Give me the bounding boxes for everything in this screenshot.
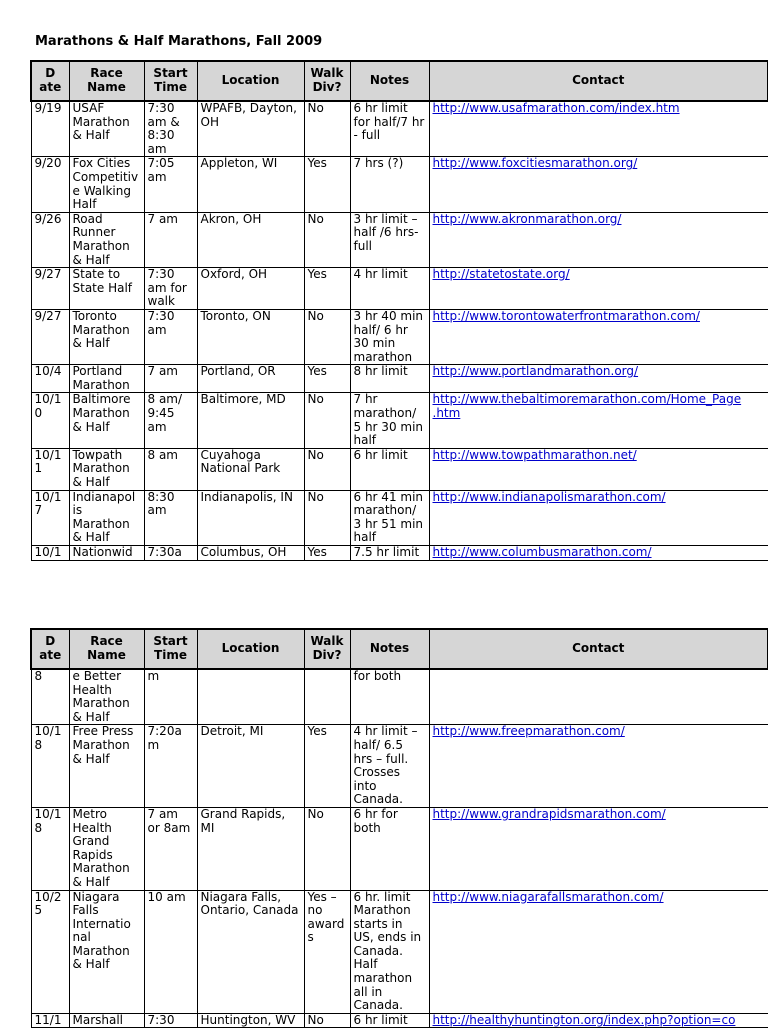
table-row <box>31 268 768 310</box>
cell-date: 10/1 <box>31 546 69 561</box>
cell-contact-link[interactable]: http://www.freepmarathon.com/ <box>429 725 768 808</box>
cell-location: Indianapolis, IN <box>197 490 304 545</box>
cell-notes: 7 hrs (?) <box>350 157 429 212</box>
cell-location: Baltimore, MD <box>197 393 304 448</box>
cell-walk-div: Yes <box>304 268 350 310</box>
cell-race-name: e Better Health Marathon & Half <box>69 669 144 725</box>
cell-location: Detroit, MI <box>197 725 304 808</box>
cell-race-name: Portland Marathon <box>69 365 144 393</box>
cell-notes: 3 hr limit – half /6 hrs-full <box>350 212 429 267</box>
cell-contact-link[interactable]: http://healthyhuntington.org/index.php?option=co <box>429 1013 768 1028</box>
cell-walk-div: No <box>304 807 350 890</box>
cell-notes: 6 hr limit <box>350 1013 429 1028</box>
cell-date: 10/1 8 <box>31 807 69 890</box>
cell-location: Niagara Falls, Ontario, Canada <box>197 890 304 1013</box>
cell-contact-link <box>429 669 768 725</box>
cell-location <box>197 669 304 725</box>
table-row <box>31 725 768 808</box>
cell-location: Grand Rapids, MI <box>197 807 304 890</box>
cell-walk-div: Yes – no award s <box>304 890 350 1013</box>
table-row <box>31 669 768 725</box>
table-row <box>31 101 768 157</box>
table-row <box>31 546 768 561</box>
cell-race-name: Free Press Marathon & Half <box>69 725 144 808</box>
cell-notes: 6 hr. limit Marathon starts in US, ends in Canada. Half marathon all in Canada. <box>350 890 429 1013</box>
cell-start-time: 7:30a <box>144 546 197 561</box>
table-row <box>31 309 768 364</box>
cell-contact-link[interactable]: http://www.niagarafallsmarathon.com/ <box>429 890 768 1013</box>
cell-location: Columbus, OH <box>197 546 304 561</box>
header-date: D ate <box>31 629 69 669</box>
table-row <box>31 1013 768 1028</box>
cell-contact-link[interactable]: http://www.towpathmarathon.net/ <box>429 448 768 490</box>
cell-notes: 8 hr limit <box>350 365 429 393</box>
cell-start-time: 8 am/ 9:45 am <box>144 393 197 448</box>
cell-start-time: 8:30 am <box>144 490 197 545</box>
cell-walk-div: No <box>304 212 350 267</box>
cell-walk-div: No <box>304 490 350 545</box>
cell-race-name: Nationwid <box>69 546 144 561</box>
cell-walk-div: Yes <box>304 725 350 808</box>
cell-walk-div: Yes <box>304 157 350 212</box>
header-start-time: Start Time <box>144 629 197 669</box>
cell-notes: 4 hr limit – half/ 6.5 hrs – full. Crosses into Canada. <box>350 725 429 808</box>
cell-date: 9/19 <box>31 101 69 157</box>
cell-race-name: USAF Marathon & Half <box>69 101 144 157</box>
cell-contact-link[interactable]: http://www.columbusmarathon.com/ <box>429 546 768 561</box>
cell-contact-link[interactable]: http://www.usafmarathon.com/index.htm <box>429 101 768 157</box>
header-date: D ate <box>31 61 69 101</box>
cell-contact-link[interactable]: http://www.foxcitiesmarathon.org/ <box>429 157 768 212</box>
header-race-name: Race Name <box>69 629 144 669</box>
cell-location: WPAFB, Dayton, OH <box>197 101 304 157</box>
cell-date: 10/1 1 <box>31 448 69 490</box>
table-row <box>31 490 768 545</box>
table-row <box>31 157 768 212</box>
cell-notes: for both <box>350 669 429 725</box>
header-race-name: Race Name <box>69 61 144 101</box>
table-row <box>31 393 768 448</box>
cell-location: Appleton, WI <box>197 157 304 212</box>
races-table-1 <box>30 60 768 561</box>
header-contact: Contact <box>429 629 768 669</box>
cell-start-time: 7:05 am <box>144 157 197 212</box>
cell-location: Akron, OH <box>197 212 304 267</box>
cell-notes: 6 hr for both <box>350 807 429 890</box>
cell-date: 9/27 <box>31 268 69 310</box>
cell-location: Cuyahoga National Park <box>197 448 304 490</box>
cell-start-time: m <box>144 669 197 725</box>
cell-race-name: Metro Health Grand Rapids Marathon & Half <box>69 807 144 890</box>
cell-start-time: 10 am <box>144 890 197 1013</box>
cell-race-name: Indianapol is Marathon & Half <box>69 490 144 545</box>
cell-contact-link[interactable]: http://statetostate.org/ <box>429 268 768 310</box>
table-1-body <box>31 101 768 560</box>
header-walk-div: Walk Div? <box>304 61 350 101</box>
cell-date: 9/26 <box>31 212 69 267</box>
cell-race-name: State to State Half <box>69 268 144 310</box>
table-row <box>31 212 768 267</box>
cell-race-name: Marshall <box>69 1013 144 1028</box>
cell-notes: 3 hr 40 min half/ 6 hr 30 min marathon <box>350 309 429 364</box>
table-row <box>31 365 768 393</box>
header-location: Location <box>197 61 304 101</box>
cell-walk-div: No <box>304 1013 350 1028</box>
cell-race-name: Towpath Marathon & Half <box>69 448 144 490</box>
header-start-time: Start Time <box>144 61 197 101</box>
cell-race-name: Toronto Marathon & Half <box>69 309 144 364</box>
cell-location: Oxford, OH <box>197 268 304 310</box>
cell-date: 9/20 <box>31 157 69 212</box>
header-notes: Notes <box>350 61 429 101</box>
cell-location: Portland, OR <box>197 365 304 393</box>
cell-contact-link[interactable]: http://www.akronmarathon.org/ <box>429 212 768 267</box>
cell-walk-div: No <box>304 448 350 490</box>
cell-walk-div <box>304 669 350 725</box>
cell-walk-div: No <box>304 309 350 364</box>
cell-date: 10/4 <box>31 365 69 393</box>
cell-location: Toronto, ON <box>197 309 304 364</box>
cell-start-time: 7:30 am for walk <box>144 268 197 310</box>
cell-race-name: Road Runner Marathon & Half <box>69 212 144 267</box>
cell-notes: 7.5 hr limit <box>350 546 429 561</box>
cell-walk-div: Yes <box>304 546 350 561</box>
cell-contact-link[interactable]: http://www.grandrapidsmarathon.com/ <box>429 807 768 890</box>
cell-date: 10/1 7 <box>31 490 69 545</box>
header-contact: Contact <box>429 61 768 101</box>
cell-date: 10/1 0 <box>31 393 69 448</box>
cell-contact-link[interactable]: http://www.torontowaterfrontmarathon.com/ <box>429 309 768 364</box>
cell-start-time: 7:30 am <box>144 309 197 364</box>
races-table-2 <box>30 628 768 1028</box>
cell-contact-link[interactable]: http://www.indianapolismarathon.com/ <box>429 490 768 545</box>
cell-walk-div: No <box>304 393 350 448</box>
cell-race-name: Fox Cities Competitiv e Walking Half <box>69 157 144 212</box>
header-location: Location <box>197 629 304 669</box>
document-title: Marathons & Half Marathons, Fall 2009 <box>35 34 323 49</box>
cell-start-time: 7:20a m <box>144 725 197 808</box>
table-row <box>31 890 768 1013</box>
cell-notes: 6 hr limit for half/7 hr - full <box>350 101 429 157</box>
cell-walk-div: Yes <box>304 365 350 393</box>
table-2-body <box>31 669 768 1028</box>
cell-notes: 6 hr 41 min marathon/ 3 hr 51 min half <box>350 490 429 545</box>
cell-contact-link[interactable]: http://www.thebaltimoremarathon.com/Home_Page .htm <box>429 393 768 448</box>
cell-date: 11/1 <box>31 1013 69 1028</box>
cell-date: 8 <box>31 669 69 725</box>
cell-contact-link[interactable]: http://www.portlandmarathon.org/ <box>429 365 768 393</box>
table-row <box>31 807 768 890</box>
cell-start-time: 7 am or 8am <box>144 807 197 890</box>
cell-date: 10/1 8 <box>31 725 69 808</box>
header-row <box>31 61 768 101</box>
cell-start-time: 7 am <box>144 365 197 393</box>
cell-race-name: Baltimore Marathon & Half <box>69 393 144 448</box>
cell-start-time: 7:30 am & 8:30 am <box>144 101 197 157</box>
cell-notes: 7 hr marathon/ 5 hr 30 min half <box>350 393 429 448</box>
header-row <box>31 629 768 669</box>
table-row <box>31 448 768 490</box>
header-walk-div: Walk Div? <box>304 629 350 669</box>
cell-walk-div: No <box>304 101 350 157</box>
header-notes: Notes <box>350 629 429 669</box>
cell-race-name: Niagara Falls Internatio nal Marathon & Half <box>69 890 144 1013</box>
cell-location: Huntington, WV <box>197 1013 304 1028</box>
cell-date: 9/27 <box>31 309 69 364</box>
cell-start-time: 7 am <box>144 212 197 267</box>
cell-notes: 4 hr limit <box>350 268 429 310</box>
cell-start-time: 7:30 <box>144 1013 197 1028</box>
cell-notes: 6 hr limit <box>350 448 429 490</box>
cell-start-time: 8 am <box>144 448 197 490</box>
cell-date: 10/2 5 <box>31 890 69 1013</box>
